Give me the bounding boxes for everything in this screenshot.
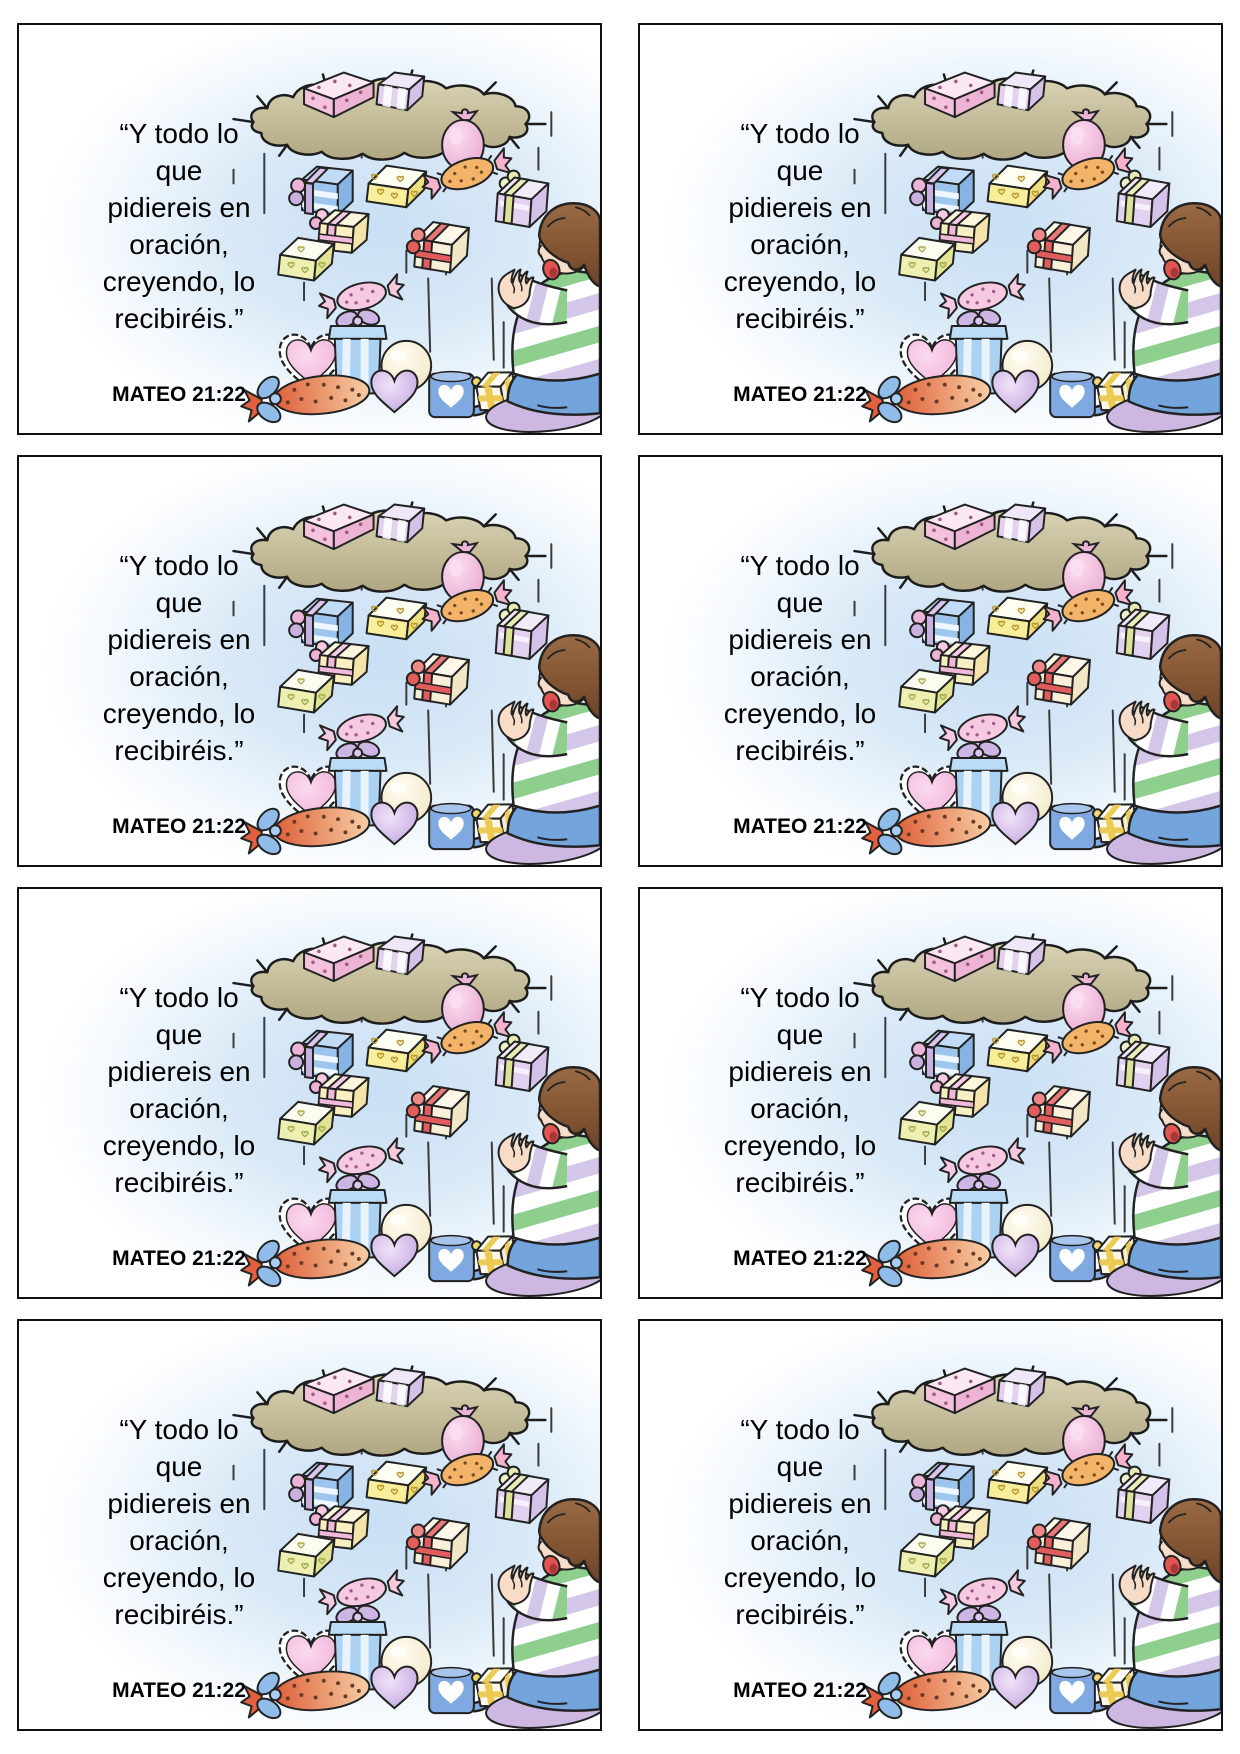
verse-reference: MATEO 21:22 xyxy=(112,815,246,838)
verse-quote xyxy=(654,547,946,769)
verse-card xyxy=(638,887,1223,1299)
verse-quote-line: pidiereis en xyxy=(728,1488,872,1519)
gift-cream-red-icon xyxy=(1028,654,1090,705)
verse-quote-line: pidiereis en xyxy=(728,192,872,223)
verse-quote-line: “Y todo lo xyxy=(740,550,860,581)
gift-yellow-hearts-icon xyxy=(988,1462,1048,1504)
nose xyxy=(1160,1110,1163,1121)
gift-yellow-hearts-icon xyxy=(367,1030,427,1072)
boy-head xyxy=(1160,635,1221,718)
verse-card xyxy=(17,23,602,435)
verse-quote-line: pidiereis en xyxy=(728,1056,872,1087)
gift-lilac-green-icon xyxy=(496,171,549,227)
verse-card xyxy=(17,1319,602,1731)
verse-quote-line: recibiréis.” xyxy=(114,303,244,334)
verse-quote-line: recibiréis.” xyxy=(735,1599,865,1630)
verse-reference: MATEO 21:22 xyxy=(733,383,867,406)
verse-quote-line: “Y todo lo xyxy=(119,550,239,581)
verse-quote-line: creyendo, lo xyxy=(102,698,256,729)
boy-head xyxy=(539,1067,600,1150)
gift-lilac-green-icon xyxy=(496,603,549,659)
verse-quote xyxy=(654,979,946,1201)
verse-quote-line: creyendo, lo xyxy=(102,266,256,297)
verse-quote-line: oración, xyxy=(129,229,229,260)
gift-yellow-hearts-icon xyxy=(988,598,1048,640)
gift-cream-red-icon xyxy=(407,1518,469,1569)
gift-yellow-hearts-icon xyxy=(367,598,427,640)
gift-lilac-green-icon xyxy=(1117,171,1170,227)
boy-head xyxy=(539,203,600,286)
verse-quote-line: “Y todo lo xyxy=(119,118,239,149)
nose xyxy=(539,678,542,689)
verse-quote-line: “Y todo lo xyxy=(740,118,860,149)
boy-head xyxy=(1160,203,1221,286)
gift-lilac-green-icon xyxy=(1117,603,1170,659)
verse-reference: MATEO 21:22 xyxy=(733,815,867,838)
verse-quote xyxy=(33,115,325,337)
verse-quote-line: oración, xyxy=(750,1525,850,1556)
verse-reference: MATEO 21:22 xyxy=(112,1247,246,1270)
verse-quote-line: que xyxy=(155,1019,203,1050)
verse-quote-line: oración, xyxy=(129,1093,229,1124)
verse-quote-line: oración, xyxy=(750,229,850,260)
verse-quote-line: que xyxy=(776,155,824,186)
boy-head xyxy=(1160,1499,1221,1582)
nose xyxy=(539,246,542,257)
verse-quote-line: que xyxy=(776,1451,824,1482)
nose xyxy=(539,1110,542,1121)
gift-cream-red-icon xyxy=(407,1086,469,1137)
gift-lilac-green-icon xyxy=(1117,1467,1170,1523)
gift-cream-red-icon xyxy=(1028,222,1090,273)
verse-quote xyxy=(654,115,946,337)
verse-quote-line: oración, xyxy=(129,661,229,692)
verse-quote-line: recibiréis.” xyxy=(114,1599,244,1630)
verse-quote-line: pidiereis en xyxy=(107,624,251,655)
verse-quote-line: “Y todo lo xyxy=(119,1414,239,1445)
boy-head xyxy=(539,635,600,718)
verse-quote-line: recibiréis.” xyxy=(735,735,865,766)
verse-quote-line: creyendo, lo xyxy=(723,266,877,297)
verse-quote-line: “Y todo lo xyxy=(740,982,860,1013)
gift-yellow-hearts-icon xyxy=(988,166,1048,208)
verse-quote-line: recibiréis.” xyxy=(735,303,865,334)
verse-quote-line: que xyxy=(155,155,203,186)
gift-cream-red-icon xyxy=(1028,1518,1090,1569)
verse-reference: MATEO 21:22 xyxy=(733,1679,867,1702)
verse-quote-line: que xyxy=(155,587,203,618)
verse-quote-line: oración, xyxy=(750,1093,850,1124)
nose xyxy=(1160,678,1163,689)
gift-lilac-green-icon xyxy=(496,1467,549,1523)
nose xyxy=(1160,1542,1163,1553)
verse-quote-line: que xyxy=(155,1451,203,1482)
nose xyxy=(1160,246,1163,257)
verse-reference: MATEO 21:22 xyxy=(112,383,246,406)
verse-quote-line: “Y todo lo xyxy=(119,982,239,1013)
verse-quote-line: pidiereis en xyxy=(107,1056,251,1087)
verse-reference: MATEO 21:22 xyxy=(112,1679,246,1702)
verse-quote-line: recibiréis.” xyxy=(114,1167,244,1198)
verse-quote-line: creyendo, lo xyxy=(102,1562,256,1593)
verse-quote-line: que xyxy=(776,1019,824,1050)
verse-quote-line: creyendo, lo xyxy=(723,1562,877,1593)
gift-cream-red-icon xyxy=(407,222,469,273)
verse-card xyxy=(638,1319,1223,1731)
verse-quote-line: pidiereis en xyxy=(107,192,251,223)
gift-cream-red-icon xyxy=(1028,1086,1090,1137)
gift-yellow-hearts-icon xyxy=(367,1462,427,1504)
gift-yellow-hearts-icon xyxy=(367,166,427,208)
verse-quote-line: que xyxy=(776,587,824,618)
verse-card xyxy=(638,455,1223,867)
verse-card xyxy=(17,455,602,867)
verse-quote-line: creyendo, lo xyxy=(723,698,877,729)
verse-reference: MATEO 21:22 xyxy=(733,1247,867,1270)
boy-head xyxy=(1160,1067,1221,1150)
gift-yellow-hearts-icon xyxy=(988,1030,1048,1072)
verse-quote-line: oración, xyxy=(129,1525,229,1556)
verse-quote xyxy=(33,979,325,1201)
verse-quote xyxy=(654,1411,946,1633)
gift-lilac-green-icon xyxy=(496,1035,549,1091)
verse-quote-line: pidiereis en xyxy=(107,1488,251,1519)
verse-quote-line: recibiréis.” xyxy=(735,1167,865,1198)
verse-quote xyxy=(33,1411,325,1633)
gift-lilac-green-icon xyxy=(1117,1035,1170,1091)
verse-quote-line: “Y todo lo xyxy=(740,1414,860,1445)
verse-quote-line: recibiréis.” xyxy=(114,735,244,766)
verse-quote-line: pidiereis en xyxy=(728,624,872,655)
verse-card xyxy=(17,887,602,1299)
verse-card xyxy=(638,23,1223,435)
verse-quote-line: creyendo, lo xyxy=(102,1130,256,1161)
gift-cream-red-icon xyxy=(407,654,469,705)
verse-quote xyxy=(33,547,325,769)
verse-quote-line: creyendo, lo xyxy=(723,1130,877,1161)
boy-head xyxy=(539,1499,600,1582)
verse-quote-line: oración, xyxy=(750,661,850,692)
nose xyxy=(539,1542,542,1553)
